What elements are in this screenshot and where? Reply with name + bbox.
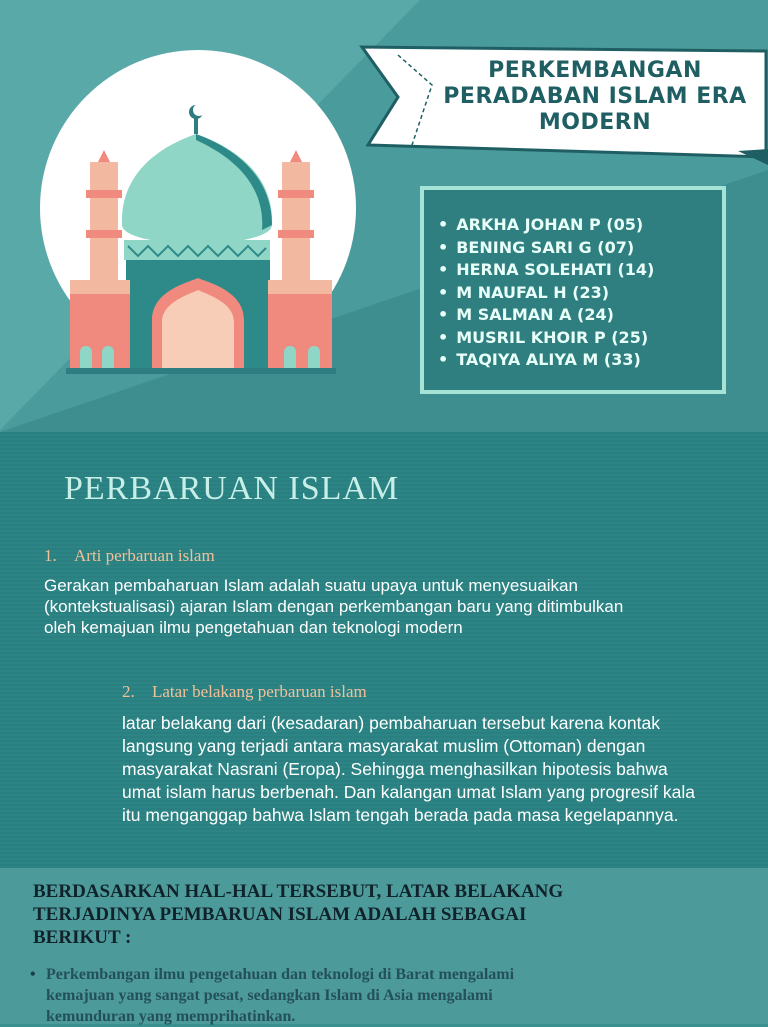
members-box: [420, 186, 726, 394]
slide-title: [33, 880, 733, 949]
member-item: • ARKHA JOHAN P (05): [438, 214, 722, 237]
paragraph-line: itu menganggap bahwa Islam tengah berada pada masa kegelapannya.: [122, 805, 679, 825]
member-item: • MUSRIL KHOIR P (25): [438, 327, 722, 350]
member-item: • M NAUFAL H (23): [438, 282, 722, 305]
section-heading: [44, 546, 215, 566]
paragraph-line: umat islam harus berbenah. Dan kalangan umat Islam yang progresif kala: [122, 782, 695, 802]
title-line: PERADABAN ISLAM ERA: [443, 84, 747, 109]
section-number: 2.: [122, 682, 135, 701]
presentation-title: [420, 58, 768, 136]
paragraph-line: latar belakang dari (kesadaran) pembaharuan tersebut karena kontak: [122, 713, 660, 733]
members-list: [424, 190, 722, 372]
bullet-list: [30, 964, 730, 1027]
paragraph-line: langsung yang terjadi antara masyarakat muslim (Ottoman) dengan: [122, 736, 646, 756]
title-line: PERKEMBANGAN: [488, 58, 702, 83]
paragraph-line: (kontekstualisasi) ajaran Islam dengan perkembangan baru yang ditimbulkan: [44, 597, 624, 616]
bullet-line: kemajuan yang sangat pesat, sedangkan Islam di Asia mengalami: [46, 987, 493, 1004]
paragraph-line: masyarakat Nasrani (Eropa). Sehingga menghasilkan hipotesis bahwa: [122, 759, 668, 779]
title-slide: [0, 0, 768, 432]
bullet-line: • Perkembangan ilmu pengetahuan dan teknologi di Barat mengalami: [46, 966, 515, 983]
title-line: TERJADINYA PEMBARUAN ISLAM ADALAH SEBAGAI: [33, 904, 527, 925]
mosque-illustration: [40, 90, 360, 380]
paragraph-line: Gerakan pembaharuan Islam adalah suatu upaya untuk menyesuaikan: [44, 576, 578, 595]
section-number: 1.: [44, 546, 57, 565]
member-item: • HERNA SOLEHATI (14): [438, 259, 722, 282]
title-line: BERDASARKAN HAL-HAL TERSEBUT, LATAR BELAKANG: [33, 881, 564, 902]
section-heading: [122, 682, 367, 702]
title-line: MODERN: [538, 110, 652, 135]
section-paragraph: [44, 575, 623, 638]
section-heading-text: Latar belakang perbaruan islam: [152, 682, 367, 701]
paragraph-line: oleh kemajuan ilmu pengetahuan dan teknologi modern: [44, 618, 463, 637]
member-item: • BENING SARI G (07): [438, 237, 722, 260]
member-item: • M SALMAN A (24): [438, 304, 722, 327]
title-line: BERIKUT :: [33, 927, 132, 948]
bullet-line: kemunduran yang memprihatinkan.: [46, 1008, 296, 1025]
bullet-item: [30, 964, 730, 1027]
member-item: • TAQIYA ALIYA M (33): [438, 349, 722, 372]
section-paragraph: [122, 712, 695, 827]
section-heading-text: Arti perbaruan islam: [74, 546, 215, 565]
slide-title: PERBARUAN ISLAM: [64, 470, 400, 507]
